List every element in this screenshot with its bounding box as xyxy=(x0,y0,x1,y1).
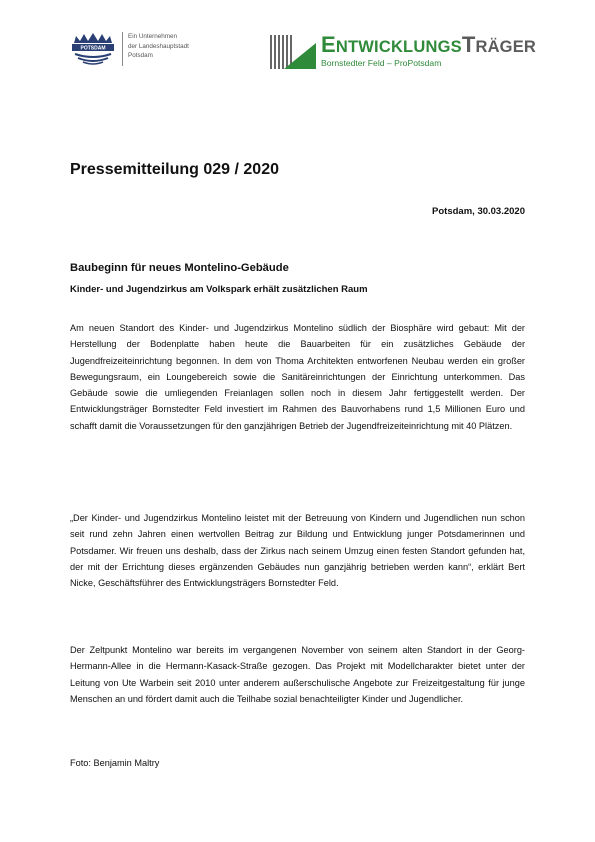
subheadline: Kinder- und Jugendzirkus am Volkspark erhält zusätzlichen Raum xyxy=(70,284,368,295)
et-title-part-2: RÄGER xyxy=(475,38,537,56)
et-title-part-1: NTWICKLUNGS xyxy=(335,38,462,56)
document-title: Pressemitteilung 029 / 2020 xyxy=(70,161,279,178)
paragraph-2: „Der Kinder- und Jugendzirkus Montelino leistet mit der Betreuung von Kindern und Jugendlichen nun schon seit rund zehn Jahren einen wertvollen Beitrag zur Bildung und Entwicklung junger Potsdamerinnen und Potsdamer. Wir freuen uns deshalb, dass der Zirkus nach seinem Umzug einen festen Standort gefunden hat, der mit der Errichtung dieses ergänzenden Gebäudes nun ganzjährig betrieben werden kann“, erklärt Bert Nicke, Geschäftsführer des Entwicklungsträgers Bornstedter Feld. xyxy=(70,513,525,589)
potsdam-line-1: Ein Unternehmen xyxy=(128,33,178,40)
place-date: Potsdam, 30.03.2020 xyxy=(432,206,525,217)
entwicklungstraeger-title xyxy=(321,33,536,59)
potsdam-line-3: Potsdam xyxy=(128,52,153,59)
headline: Baubeginn für neues Montelino-Gebäude xyxy=(70,262,289,274)
paragraph-3: Der Zeltpunkt Montelino war bereits im vergangenen November von seinem alten Standort in der Georg-Hermann-Allee in die Hermann-Kasack-Straße gezogen. Das Projekt mit Modellcharakter bietet unter der Leitung von Ute Warbein seit 2010 unter anderem außerschulische Angebote zur Freizeitgestaltung für junge Menschen an und fördert damit auch die Teilhabe sozial benachteiligter Kinder und Jugendlicher. xyxy=(70,645,525,704)
potsdam-tagline xyxy=(128,32,189,61)
photo-credit: Foto: Benjamin Maltry xyxy=(70,758,160,768)
entwicklungstraeger-logo-icon xyxy=(270,33,316,71)
et-title-initial-2: T xyxy=(461,32,476,57)
et-title-initial-1: E xyxy=(321,32,336,57)
entwicklungstraeger-subtitle: Bornstedter Feld – ProPotsdam xyxy=(321,58,442,68)
potsdam-divider xyxy=(122,32,123,66)
potsdam-logo-icon xyxy=(70,33,116,66)
paragraph-1: Am neuen Standort des Kinder- und Jugendzirkus Montelino südlich der Biosphäre wird gebaut: Mit der Herstellung der Bodenplatte haben heute die Bauarbeiten für ein zusätzliches Gebäude der Jugendfreizeiteinrichtung begonnen. In dem von Thoma Architekten entworfenen Neubau werden ein großer Bewegungsraum, ein Loungebereich sowie die Sanitäreinrichtungen der Einrichtung unterkommen. Das Gebäude sowie die umliegenden Freianlagen sollen noch in diesem Jahr fertiggestellt werden. Der Entwicklungsträger Bornstedter Feld investiert im Rahmen des Bauvorhabens rund 1,5 Millionen Euro und schafft damit die Voraussetzungen für den ganzjährigen Betrieb der Jugendfreizeiteinrichtung mit 40 Plätzen. xyxy=(70,323,525,431)
potsdam-line-2: der Landeshauptstadt xyxy=(128,42,189,50)
potsdam-emblem-text: POTSDAM xyxy=(80,45,106,52)
